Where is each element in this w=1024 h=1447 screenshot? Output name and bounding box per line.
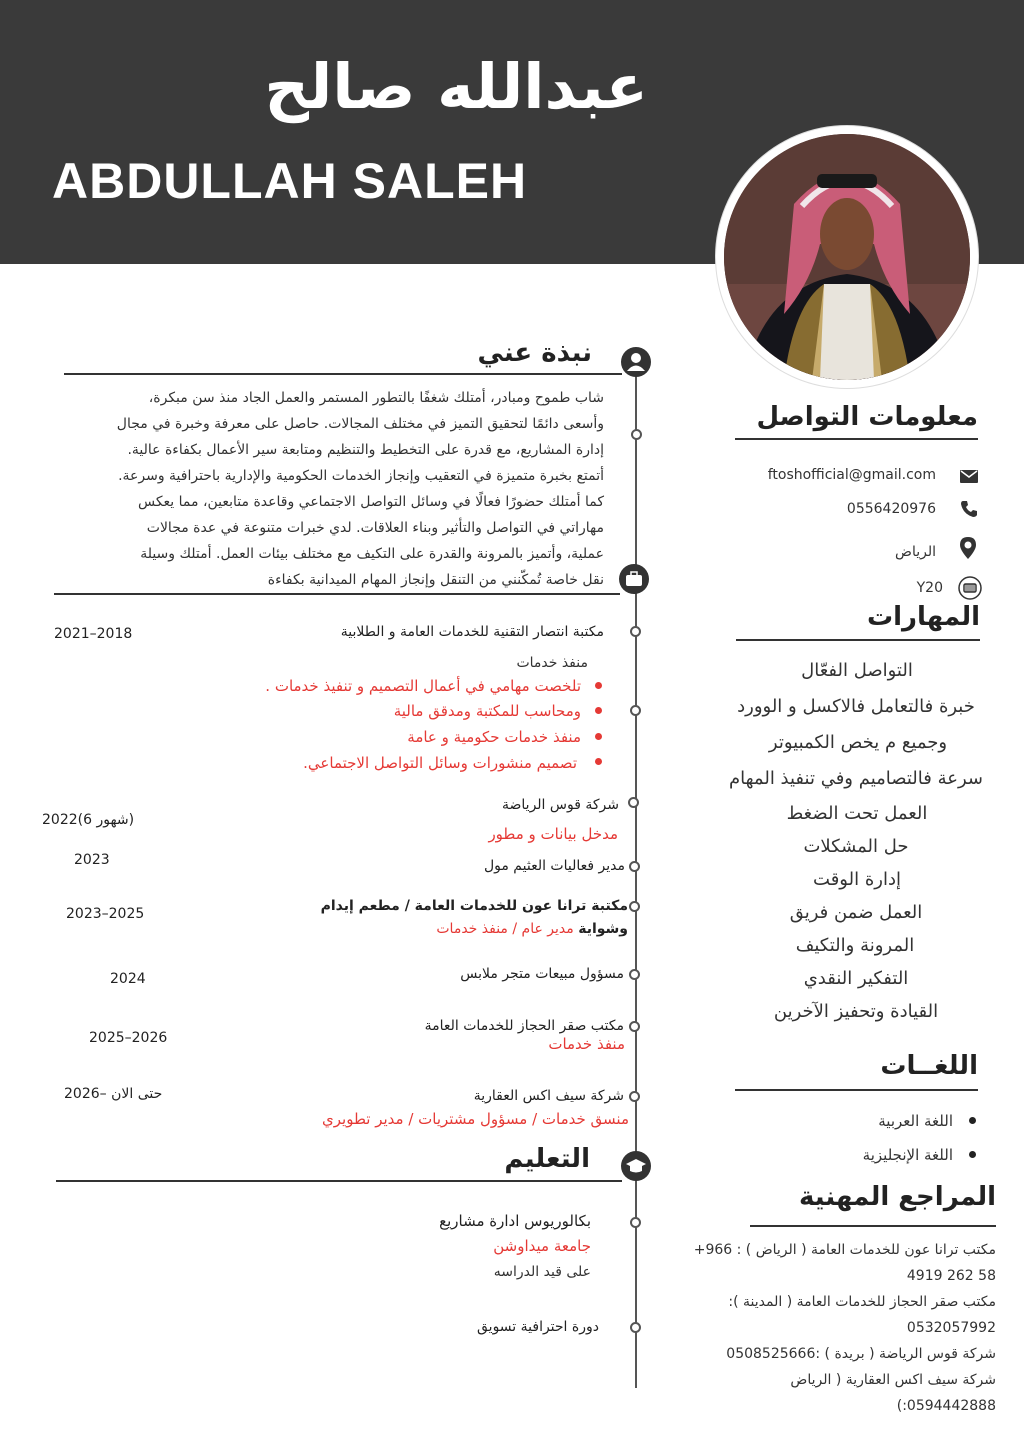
envelope-icon: [960, 470, 978, 483]
job-role: منفذ خدمات: [548, 1035, 625, 1053]
skill-item: خبرة فالتعامل فالاكسل و الوورد: [737, 696, 975, 717]
reference-line: شركة سيف اكس العقارية ( الرياض: [790, 1372, 996, 1388]
job-title: مكتب صقر الحجاز للخدمات العامة: [424, 1018, 624, 1034]
study-status: على قيد الدراسه: [493, 1264, 591, 1280]
job-bullet: منفذ خدمات حكومية و عامة: [407, 728, 581, 746]
skill-item: العمل تحت الضغط: [786, 803, 928, 824]
bullet-dot: [595, 682, 602, 689]
skill-item: العمل ضمن فريق: [789, 902, 923, 923]
job-title: مسؤول مبيعات متجر ملابس: [460, 966, 624, 982]
skill-item: القيادة وتحفيز الآخرين: [773, 1001, 939, 1022]
reference-line: 0594442888:): [896, 1398, 996, 1414]
skill-item: التواصل الفعّال: [801, 660, 913, 681]
job-title: شركة قوس الرياضة: [502, 797, 619, 813]
language-item: اللغة الإنجليزية: [862, 1146, 953, 1164]
reference-line: مكتب ترانا عون للخدمات العامة ( الرياض ) : 966+: [693, 1242, 996, 1258]
about-line: نقل خاصة تُمكّنني من التنقل وإنجاز المهام الميدانية بكفاءة: [267, 572, 604, 588]
experience-divider: [54, 593, 620, 595]
job-bullet: تصميم منشورات وسائل التواصل الاجتماعي.: [303, 754, 577, 772]
skill-item: وجميع م يخص الكمبيوتر: [768, 732, 948, 753]
bullet-dot: [595, 758, 602, 765]
job-date: 2025–2026: [89, 1030, 168, 1046]
bullet-dot: [595, 733, 602, 740]
job-date: 2021–2018: [54, 626, 133, 642]
about-line: مهاراتي في التواصل والتأثير وبناء العلاقات. لدي خبرات متنوعة في عدة مجالات: [146, 520, 604, 536]
timeline-dot: [630, 1217, 641, 1228]
about-line: إدارة المشاريع، مع قدرة على التخطيط والتنظيم ومتابعة سير الأعمال بكفاءة عالية.: [127, 442, 604, 458]
user-icon: [621, 347, 651, 377]
reference-line: 0532057992: [906, 1320, 996, 1336]
skill-item: حل المشكلات: [803, 836, 909, 857]
job-date: 2024: [110, 971, 146, 987]
timeline-dot: [629, 1021, 640, 1032]
city-text: الرياض: [895, 544, 936, 560]
job-date: 2023–2025: [66, 906, 145, 922]
timeline-dot: [629, 1091, 640, 1102]
reference-line: مكتب صقر الحجاز للخدمات العامة ( المدينة ):: [728, 1294, 996, 1310]
about-text: [59, 385, 604, 593]
job-title: مكتبة ترانا عون للخدمات العامة / مطعم إيدام: [320, 898, 628, 914]
school-name: جامعة ميداوشن: [493, 1237, 591, 1255]
timeline-dot: [628, 797, 639, 808]
job-date: حتى الان –2026: [64, 1086, 163, 1102]
job-title: مدير فعاليات العثيم مول: [483, 858, 625, 874]
graduation-cap-icon: [621, 1151, 651, 1181]
reference-line: شركة قوس الرياضة ( بريدة ) :0508525666: [726, 1346, 996, 1362]
car-icon: [958, 576, 982, 600]
briefcase-icon: [619, 564, 649, 594]
course-title: دورة احترافية تسويق: [477, 1319, 599, 1335]
about-line: كما أمتلك حضورًا فعالًا في وسائل التواصل الاجتماعي وقاعدة متابعين، مما يعكس: [137, 494, 604, 510]
timeline-dot: [630, 1322, 641, 1333]
name-english: ABDULLAH SALEH: [52, 153, 528, 209]
phone-text[interactable]: 0556420976: [846, 501, 936, 517]
reference-line: 58 262 4919: [906, 1268, 996, 1284]
name-arabic: عبدالله صالح: [264, 50, 648, 123]
languages-title: اللغــات: [880, 1051, 978, 1081]
job-role: منسق خدمات / مسؤول مشتريات / مدير تطويري: [322, 1110, 629, 1128]
location-pin-icon: [959, 536, 977, 560]
skills-title: المهارات: [866, 602, 980, 632]
timeline-dot: [629, 901, 640, 912]
about-line: شاب طموح ومبادر، أمتلك شغفًا بالتطور المستمر والعمل الجاد منذ سن مبكرة،: [148, 390, 604, 406]
bullet-dot: [595, 707, 602, 714]
job-title: مكتبة انتصار التقنية للخدمات العامة و الطلابية: [340, 624, 604, 640]
job-title-cont: [436, 921, 628, 937]
job-bullet: ومحاسب للمكتبة ومدقق مالية: [393, 702, 581, 720]
contact-divider: [735, 438, 978, 440]
about-divider: [64, 373, 622, 375]
job-title: شركة سيف اكس العقارية: [473, 1088, 624, 1104]
education-title: التعليم: [504, 1144, 590, 1174]
timeline-dot: [631, 429, 642, 440]
references-title: المراجع المهنية: [798, 1182, 996, 1212]
about-line: وأسعى دائمًا لتحقيق التميز في مختلف المجالات. حاصل على معرفة وخبرة في مجال: [116, 416, 604, 432]
car-text: Y20: [916, 580, 943, 596]
job-date: 2022(6 شهور): [42, 812, 135, 828]
email-text[interactable]: ftoshofficial@gmail.com: [767, 467, 936, 483]
timeline-dot: [630, 705, 641, 716]
phone-icon: [960, 500, 978, 518]
bullet-dot: [969, 1117, 976, 1124]
timeline-dot: [629, 969, 640, 980]
skill-item: إدارة الوقت: [813, 869, 901, 890]
job-subtitle: منفذ خدمات: [516, 655, 588, 671]
language-item: اللغة العربية: [878, 1112, 953, 1130]
skill-item: التفكير النقدي: [803, 968, 909, 989]
education-divider: [56, 1180, 622, 1182]
job-bullet: تلخصت مهامي في أعمال التصميم و تنفيذ خدمات .: [265, 677, 581, 695]
profile-photo: [724, 134, 970, 380]
degree-title: بكالوريوس ادارة مشاريع: [439, 1212, 591, 1230]
about-line: عملية، وأتميز بالمرونة والقدرة على التكيف مع مختلف بيئات العمل. أمتلك وسيلة: [140, 546, 604, 562]
skills-divider: [736, 639, 980, 641]
job-title-line2: وشواية: [578, 921, 628, 937]
skill-item: المرونة والتكيف: [795, 935, 915, 956]
job-date: 2023: [74, 852, 110, 868]
timeline-line: [635, 372, 637, 1388]
references-divider: [750, 1225, 996, 1227]
about-title: نبذة عني: [477, 338, 592, 368]
job-role: مدخل بيانات و مطور: [488, 825, 618, 843]
job-role: مدير عام / منفذ خدمات: [436, 921, 574, 937]
languages-divider: [735, 1089, 978, 1091]
bullet-dot: [969, 1151, 976, 1158]
skill-item: سرعة فالتصاميم وفي تنفيذ المهام: [729, 768, 983, 789]
contact-title: معلومات التواصل: [756, 402, 978, 432]
timeline-dot: [630, 626, 641, 637]
timeline-dot: [629, 861, 640, 872]
about-line: أتمتع بخبرة متميزة في التعقيب وإنجاز الخدمات الحكومية والإدارية باحترافية وسرعة.: [118, 468, 604, 484]
